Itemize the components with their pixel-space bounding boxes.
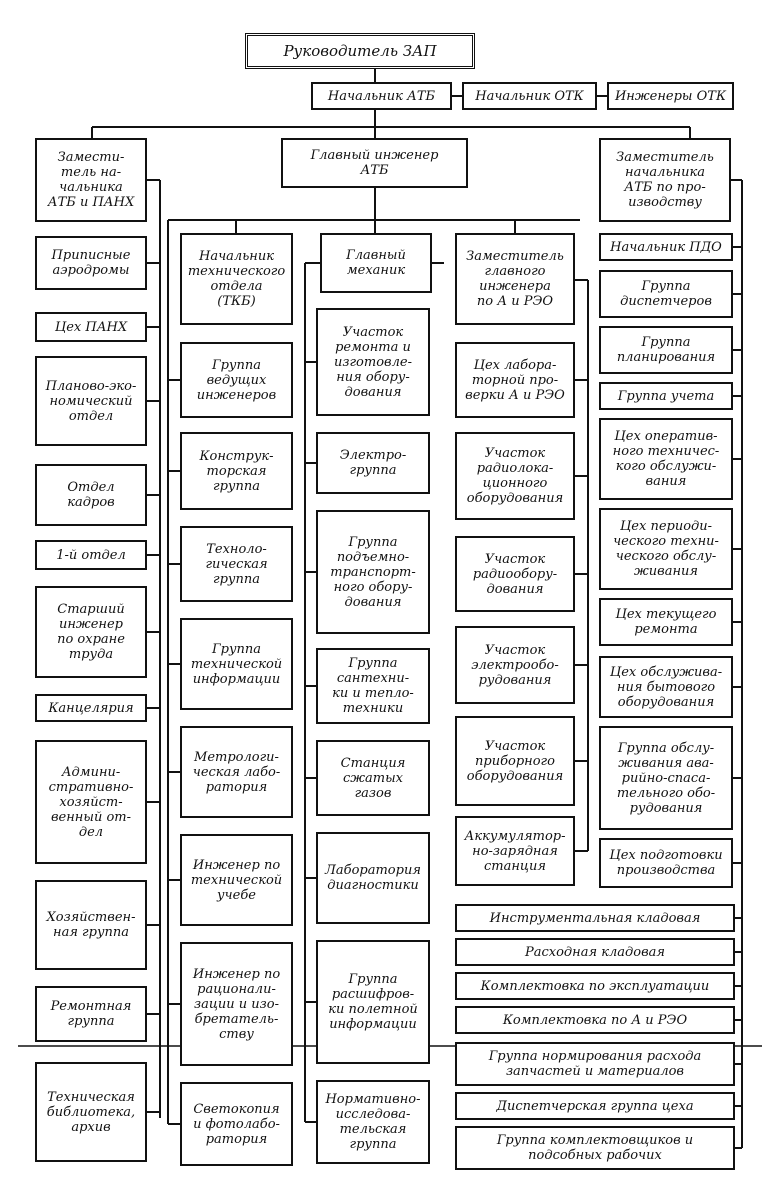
- col4-box-3: Участок радиообору- дования: [455, 536, 575, 612]
- bottom-box-4: Комплектовка по А и РЭО: [455, 1006, 735, 1034]
- col3-box-6: Лаборатория диагностики: [316, 832, 430, 924]
- col5-box-8: Цех обслужива- ния бытового оборудования: [599, 656, 733, 718]
- otk-engineers-box: Инженеры ОТК: [607, 82, 734, 110]
- col5-box-3: Группа планирования: [599, 326, 733, 374]
- col5-box-6: Цех периоди- ческого техни- ческого обслу- живания: [599, 508, 733, 590]
- head-of-otk-box: Начальник ОТК: [462, 82, 597, 110]
- col3-box-5: Станция сжатых газов: [316, 740, 430, 816]
- head-of-atb-box: Начальник АТБ: [311, 82, 452, 110]
- col1-box-11: Техническая библиотека, архив: [35, 1062, 147, 1162]
- col2-box-6: Инженер по технической учебе: [180, 834, 293, 926]
- chief-engineer-box: Главный инженер АТБ: [281, 138, 468, 188]
- bottom-box-7: Группа комплектовщиков и подсобных рабочих: [455, 1126, 735, 1170]
- tech-dept-head-box: Начальник технического отдела (ТКБ): [180, 233, 293, 325]
- col3-box-7: Группа расшифров- ки полетной информации: [316, 940, 430, 1064]
- col1-box-7: Канцелярия: [35, 694, 147, 722]
- bottom-box-3: Комплектовка по эксплуатации: [455, 972, 735, 1000]
- deputy-production-box: Заместитель начальника АТБ по про- изводству: [599, 138, 731, 222]
- col2-box-3: Техноло- гическая группа: [180, 526, 293, 602]
- col5-box-10: Цех подготовки производства: [599, 838, 733, 888]
- deputy-chief-engineer-box: Заместитель главного инженера по А и РЭО: [455, 233, 575, 325]
- col4-box-6: Аккумулятор- но-зарядная станция: [455, 816, 575, 886]
- deputy-panh-box: Замести- тель на- чальника АТБ и ПАНХ: [35, 138, 147, 222]
- col4-box-5: Участок приборного оборудования: [455, 716, 575, 806]
- chief-mechanic-box: Главный механик: [320, 233, 432, 293]
- col2-box-2: Конструк- торская группа: [180, 432, 293, 510]
- col3-box-4: Группа сантехни- ки и тепло- техники: [316, 648, 430, 724]
- col1-box-10: Ремонтная группа: [35, 986, 147, 1042]
- col5-box-5: Цех оператив- ного техничес- кого обслужи- вания: [599, 418, 733, 500]
- col4-box-1: Цех лабора- торной про- верки А и РЭО: [455, 342, 575, 418]
- col3-box-1: Участок ремонта и изготовле- ния обору- дования: [316, 308, 430, 416]
- col2-box-5: Метрологи- ческая лабо- ратория: [180, 726, 293, 818]
- col5-box-2: Группа диспетчеров: [599, 270, 733, 318]
- col5-box-7: Цех текущего ремонта: [599, 598, 733, 646]
- head-of-zap-box: Руководитель ЗАП: [245, 33, 475, 69]
- col2-box-1: Группа ведущих инженеров: [180, 342, 293, 418]
- col5-box-9: Группа обслу- живания ава- рийно-спаса- тельного обо- рудования: [599, 726, 733, 830]
- col4-box-2: Участок радиолока- ционного оборудования: [455, 432, 575, 520]
- col3-box-2: Электро- группа: [316, 432, 430, 494]
- col1-box-8: Админи- стративно- хозяйст- венный от- дел: [35, 740, 147, 864]
- col4-box-4: Участок электрообо- рудования: [455, 626, 575, 704]
- col1-box-5: 1-й отдел: [35, 540, 147, 570]
- bottom-box-6: Диспетчерская группа цеха: [455, 1092, 735, 1120]
- col1-box-6: Старший инженер по охране труда: [35, 586, 147, 678]
- bottom-box-1: Инструментальная кладовая: [455, 904, 735, 932]
- col1-box-9: Хозяйствен- ная группа: [35, 880, 147, 970]
- col1-box-3: Планово-эко- номический отдел: [35, 356, 147, 446]
- col1-box-2: Цех ПАНХ: [35, 312, 147, 342]
- col1-box-1: Приписные аэродромы: [35, 236, 147, 290]
- bottom-box-5: Группа нормирования расхода запчастей и материалов: [455, 1042, 735, 1086]
- col2-box-4: Группа технической информации: [180, 618, 293, 710]
- col5-box-1: Начальник ПДО: [599, 233, 733, 261]
- col2-box-7: Инженер по рационали- зации и изо- бретатель- ству: [180, 942, 293, 1066]
- col1-box-4: Отдел кадров: [35, 464, 147, 526]
- col3-box-8: Нормативно- исследова- тельская группа: [316, 1080, 430, 1164]
- bottom-box-2: Расходная кладовая: [455, 938, 735, 966]
- col3-box-3: Группа подъемно- транспорт- ного обору- дования: [316, 510, 430, 634]
- col5-box-4: Группа учета: [599, 382, 733, 410]
- col2-box-8: Светокопия и фотолабо- ратория: [180, 1082, 293, 1166]
